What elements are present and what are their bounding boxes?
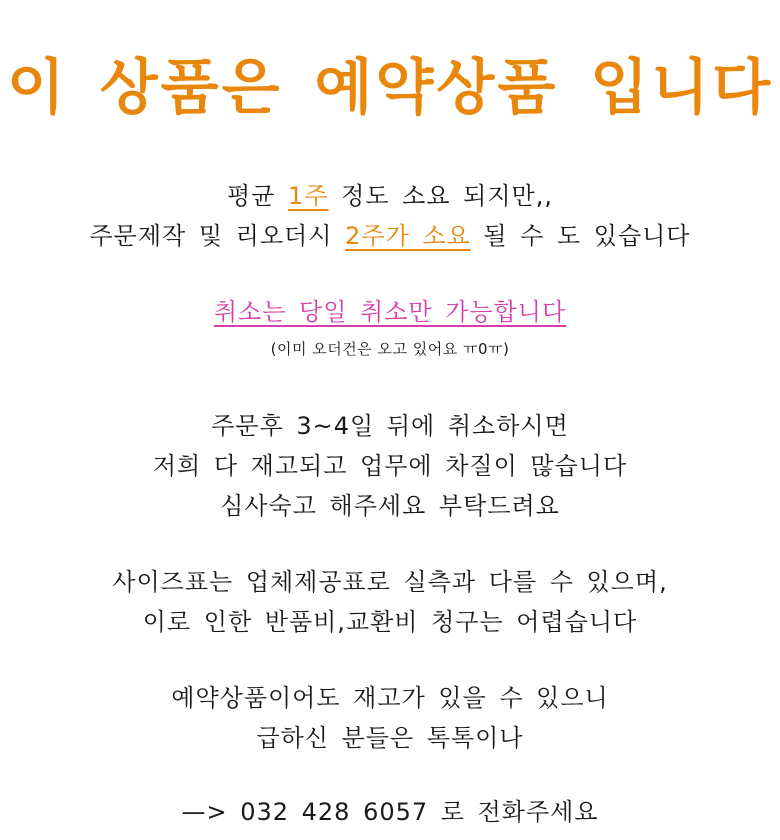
paragraph3-line-1: 예약상품이어도 재고가 있을 수 있으니 bbox=[171, 684, 609, 712]
duration-1-week-highlight: 1주 bbox=[288, 182, 329, 210]
paragraph2-line-1: 사이즈표는 업체제공표로 실측과 다를 수 있으며, bbox=[112, 568, 668, 596]
lead-line-1 bbox=[0, 178, 780, 214]
lead-line-1-text-c: 정도 소요 되지만,, bbox=[328, 182, 553, 210]
cancel-note: (이미 오더건은 오고 있어요 ㅠ0ㅠ) bbox=[270, 340, 510, 358]
paragraph1-line-1: 주문후 3~4일 뒤에 취소하시면 bbox=[211, 412, 569, 440]
lead-line-2-text-c: 될 수 도 있습니다 bbox=[470, 222, 691, 250]
cancel-notice: 취소는 당일 취소만 가능합니다 bbox=[213, 298, 567, 326]
page-title: 이 상품은 예약상품 입니다 bbox=[6, 53, 774, 123]
paragraph2-line-2: 이로 인한 반품비,교환비 청구는 어렵습니다 bbox=[142, 608, 638, 636]
paragraph1-line-3: 심사숙고 해주세요 부탁드려요 bbox=[220, 492, 560, 520]
lead-line-2-text-a: 주문제작 및 리오더시 bbox=[89, 222, 346, 250]
paragraph3-line-2: 급하신 분들은 톡톡이나 bbox=[256, 724, 524, 752]
contact-phone-line: —> 032 428 6057 로 전화주세요 bbox=[181, 798, 599, 826]
lead-line-1-text-a: 평균 bbox=[227, 182, 289, 210]
cancel-notice-line bbox=[0, 294, 780, 330]
duration-2-weeks-highlight: 2주가 소요 bbox=[345, 222, 471, 250]
paragraph1-line-2: 저희 다 재고되고 업무에 차질이 많습니다 bbox=[152, 452, 628, 480]
lead-line-2 bbox=[0, 218, 780, 254]
